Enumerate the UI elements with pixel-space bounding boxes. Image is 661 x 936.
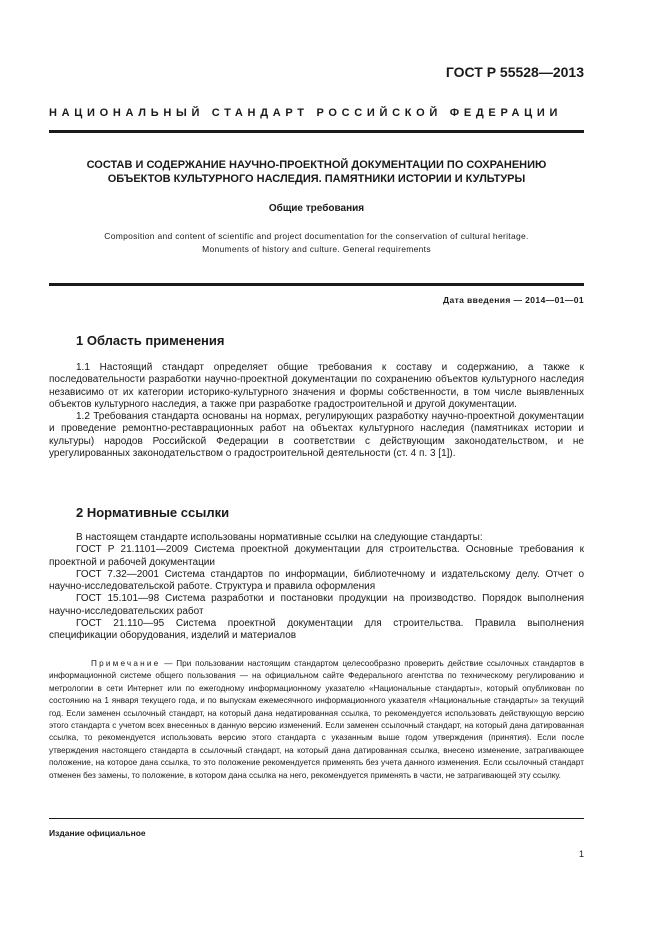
english-title: [49, 230, 584, 255]
national-standard-title: НАЦИОНАЛЬНЫЙ СТАНДАРТ РОССИЙСКОЙ ФЕДЕРАЦИИ: [49, 107, 563, 119]
title-divider: [49, 283, 584, 286]
official-edition-label: Издание официальное: [49, 828, 146, 838]
paragraph-1-1: 1.1 Настоящий стандарт определяет общие требования к составу и содержанию, а также к последовательности разработки научно-проектной документации по сохранению объектов культурного наследия независимо от их категории историко-культурного значения и формы собственности, в том числе выявленных объектов культурного наследия, а также при разработке градостроительной и другой документации.: [49, 362, 584, 410]
reference-item: ГОСТ 15.101—98 Система разработки и постановки продукции на производство. Порядок выполнения научно-исследовательских работ: [49, 593, 584, 617]
section-2-heading: 2 Нормативные ссылки: [76, 505, 230, 520]
section-1-heading: 1 Область применения: [76, 333, 225, 348]
page-number: 1: [578, 849, 584, 859]
document-title-line-2: ОБЪЕКТОВ КУЛЬТУРНОГО НАСЛЕДИЯ. ПАМЯТНИКИ ИСТОРИИ И КУЛЬТУРЫ: [107, 173, 526, 185]
reference-item: ГОСТ 21.110—95 Система проектной документации для строительства. Правила выполнения спецификации оборудования, изделий и материалов: [49, 618, 584, 642]
references-intro: В настоящем стандарте использованы нормативные ссылки на следующие стандарты:: [76, 532, 483, 543]
header-divider: [49, 130, 584, 133]
document-subtitle: Общие требования: [268, 203, 365, 214]
footer-divider: [49, 818, 584, 819]
reference-item: ГОСТ 7.32—2001 Система стандартов по информации, библиотечному и издательскому делу. Отчет о научно-исследовательской работе. Структура и правила оформления: [49, 568, 584, 593]
paragraph-1-2: 1.2 Требования стандарта основаны на нормах, регулирующих разработку научно-проектной документации и проведение ремонтно-реставрационных работ на объектах культурного наследия (памятниках истории и культуры) народов Российской Федерации в соответствии с действующим законодательством, и не урегулированных законодательством о градостроительной деятельности (ст. 4 п. 3 [1]).: [49, 411, 584, 460]
reference-item: ГОСТ Р 21.1101—2009 Система проектной документации для строительства. Основные требования к проектной и рабочей документации: [49, 544, 584, 568]
section-2-body: [49, 532, 584, 643]
section-1-body: [49, 362, 584, 460]
english-title-line-1: Composition and content of scientific and project documentation for the conservation of cultural heritage.: [104, 231, 529, 241]
introduction-date: Дата введения — 2014—01—01: [443, 295, 584, 305]
note: [49, 658, 584, 782]
document-number: ГОСТ Р 55528—2013: [445, 64, 584, 80]
document-title: [49, 158, 584, 186]
note-label: Примечание: [91, 659, 161, 668]
document-title-line-1: СОСТАВ И СОДЕРЖАНИЕ НАУЧНО-ПРОЕКТНОЙ ДОКУМЕНТАЦИИ ПО СОХРАНЕНИЮ: [86, 159, 547, 171]
note-text: — При пользовании настоящим стандартом целесообразно проверить действие ссылочных стандартов в информационной системе общего пользования — на официальном сайте Федерального агентства по техническому регулированию и метрологии в сети Интернет или по ежегодному информационному указателю «Национальные стандарты», который опубликован по состоянию на 1 января текущего года, и по выпускам ежемесячного информационного указателя «Национальные стандарты» за текущий год. Если заменен ссылочный стандарт, на который дана недатированная ссылка, то рекомендуется использовать действующую версию этого стандарта с учетом всех внесенных в данную версию изменений. Если заменен ссылочный стандарт, на который дана датированная ссылка, то рекомендуется использовать версию этого стандарта с указанным выше годом утверждения (принятия). Если после утверждения настоящего стандарта в ссылочный стандарт, на который дана датированная ссылка, внесено изменение, затрагивающее положение, на которое дана ссылка, то это положение рекомендуется применять без учета данного изменения. Если ссылочный стандарт отменен без замены, то положение, в котором дана ссылка на него, рекомендуется применять в части, не затрагивающей эту ссылку.: [49, 659, 584, 780]
english-title-line-2: Monuments of history and culture. General requirements: [202, 243, 431, 254]
